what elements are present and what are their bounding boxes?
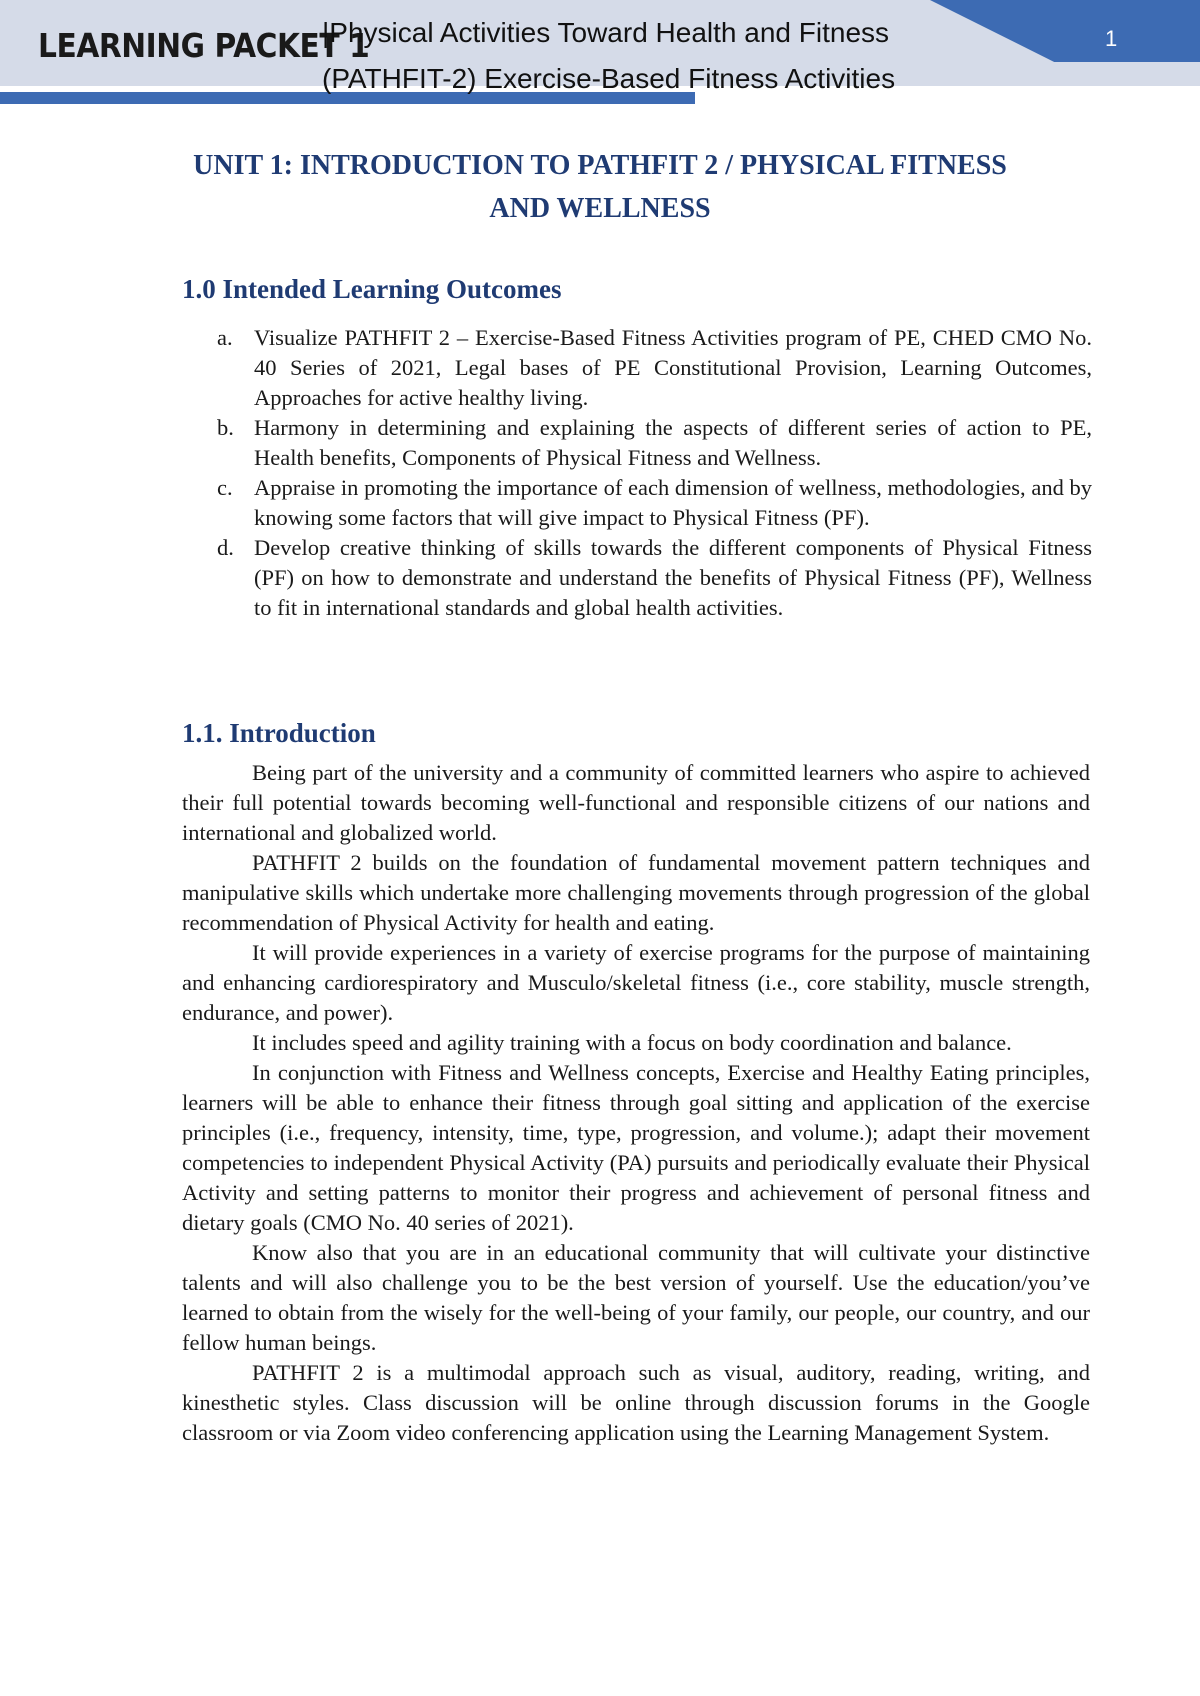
outcome-text: Appraise in promoting the importance of each dimension of wellness, methodologies, and by knowing some factors that will give impact to Physical Fitness (PF). — [254, 475, 1092, 530]
unit-title-line-1: UNIT 1: INTRODUCTION TO PATHFIT 2 / PHYSICAL FITNESS — [193, 150, 1007, 181]
packet-title: LEARNING PACKET 1 — [38, 26, 370, 65]
outcomes-list — [182, 323, 1092, 623]
header-subtitle-line-1: |Physical Activities Toward Health and Fitness — [322, 17, 890, 48]
intro-paragraph: PATHFIT 2 builds on the foundation of fundamental movement pattern techniques and manipulative skills which undertake more challenging movements through progression of the global recommendation of Physical Activity for health and eating. — [182, 850, 1090, 935]
introduction-heading: 1.1. Introduction — [182, 718, 376, 748]
unit-title-line-2: AND WELLNESS — [489, 193, 711, 224]
header-subtitle-line-2: (PATHFIT-2) Exercise-Based Fitness Activities — [322, 63, 896, 94]
outcome-item — [182, 473, 1092, 533]
outcome-text: Develop creative thinking of skills towards the different components of Physical Fitness (PF) on how to demonstrate and understand the benefits of Physical Fitness (PF), Wellness to fit in international standards and global health activities. — [254, 535, 1092, 620]
intro-paragraph: It will provide experiences in a variety of exercise programs for the purpose of maintaining and enhancing cardiorespiratory and Musculo/skeletal fitness (i.e., core stability, muscle strength, endurance, and power). — [182, 940, 1090, 1025]
unit-title — [120, 144, 1080, 230]
outcome-item — [182, 323, 1092, 413]
outcome-letter: d. — [217, 535, 234, 560]
intro-paragraph: Being part of the university and a community of committed learners who aspire to achieved their full potential towards becoming well-functional and responsible citizens of our nations and international and globalized world. — [182, 760, 1090, 845]
outcome-letter: c. — [217, 475, 233, 500]
page-number: 1 — [1105, 26, 1118, 51]
introduction-body — [182, 758, 1090, 1448]
intro-paragraph: PATHFIT 2 is a multimodal approach such as visual, auditory, reading, writing, and kinesthetic styles. Class discussion will be online through discussion forums in the Google classroom or via Zoom video conferencing application using the Learning Management System. — [182, 1360, 1090, 1445]
outcome-item — [182, 413, 1092, 473]
header-subtitle — [322, 10, 895, 102]
outcome-letter: b. — [217, 415, 234, 440]
outcomes-heading: 1.0 Intended Learning Outcomes — [182, 274, 562, 304]
intro-paragraph: It includes speed and agility training with a focus on body coordination and balance. — [252, 1030, 1012, 1055]
outcome-letter: a. — [217, 325, 233, 350]
intro-paragraph: Know also that you are in an educational community that will cultivate your distinctive talents and will also challenge you to be the best version of yourself. Use the education/you’ve learned to obtain from the wisely for the well-being of your family, our people, our country, and our fellow human beings. — [182, 1240, 1090, 1355]
outcome-text: Visualize PATHFIT 2 – Exercise-Based Fitness Activities program of PE, CHED CMO No. 40 Series of 2021, Legal bases of PE Constitutional Provision, Learning Outcomes, Approaches for active healthy living. — [254, 325, 1092, 410]
intro-paragraph: In conjunction with Fitness and Wellness concepts, Exercise and Healthy Eating principles, learners will be able to enhance their fitness through goal sitting and application of the exercise principles (i.e., frequency, intensity, time, type, progression, and volume.); adapt their movement competencies to independent Physical Activity (PA) pursuits and periodically evaluate their Physical Activity and setting patterns to monitor their progress and achievement of personal fitness and dietary goals (CMO No. 40 series of 2021). — [182, 1060, 1090, 1235]
outcome-item — [182, 533, 1092, 623]
outcome-text: Harmony in determining and explaining the aspects of different series of action to PE, Health benefits, Components of Physical Fitness and Wellness. — [254, 415, 1092, 470]
